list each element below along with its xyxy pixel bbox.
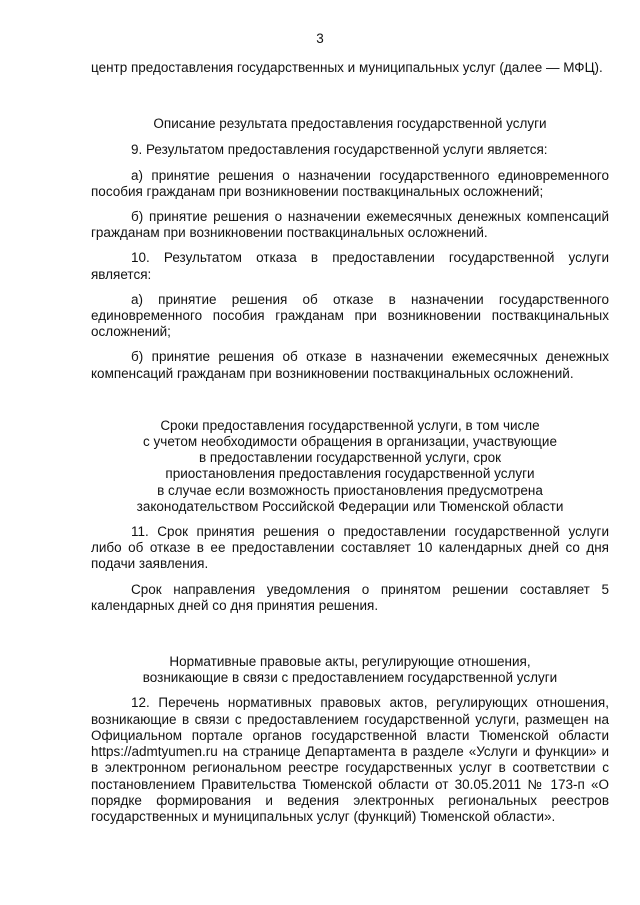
paragraph-12: 12. Перечень нормативных правовых актов, регулирующих отношения, возникающие в связи с предоставлением государственной услуги, размещен на Официальном портале органов государственной власти Тюменской области https://admtyumen.ru на странице Департамента в разделе «Услуги и функции» и в электронном региональном реестре государственных услуг в соответствии с постановлением Правительства Тюменской области от 30.05.2011 № 173-п «О порядке формирования и ведения электронных региональных реестров государственных и муниципальных услуг (функций) Тюменской области». — [91, 695, 609, 824]
paragraph-9a: а) принятие решения о назначении государственного единовременного пособия гражданам при возникновении поствакцинальных осложнений; — [91, 167, 609, 199]
heading-line: возникающие в связи с предоставлением государственной услуги — [142, 670, 558, 686]
document-body — [91, 60, 609, 825]
section-heading-result: Описание результата предоставления государственной услуги — [153, 116, 547, 132]
paragraph-11b: Срок направления уведомления о принятом решении составляет 5 календарных дней со дня принятия решения. — [91, 581, 609, 613]
heading-line: в предоставлении государственной услуги, срок — [198, 450, 502, 466]
heading-line: Нормативные правовые акты, регулирующие отношения, — [169, 654, 531, 670]
heading-line: приостановления предоставления государственной услуги — [165, 466, 535, 482]
paragraph-9b: б) принятие решения о назначении ежемесячных денежных компенсаций гражданам при возникновении поствакцинальных осложнений. — [91, 209, 609, 241]
paragraph-10b: б) принятие решения об отказе в назначении ежемесячных денежных компенсаций гражданам при возникновении поствакцинальных осложнений. — [91, 349, 609, 381]
heading-line: с учетом необходимости обращения в организации, участвующие — [143, 434, 557, 450]
paragraph-10: 10. Результатом отказа в предоставлении государственной услуги является: — [91, 250, 609, 282]
page-number: 3 — [316, 31, 324, 46]
section-heading-legal-acts — [91, 654, 609, 686]
heading-line: Сроки предоставления государственной услуги, в том числе — [160, 417, 540, 433]
lead-paragraph: центр предоставления государственных и муниципальных услуг (далее — МФЦ). — [91, 60, 603, 75]
paragraph-9: 9. Результатом предоставления государственной услуги является: — [131, 142, 548, 158]
section-heading-terms — [91, 418, 609, 515]
heading-line: законодательством Российской Федерации или Тюменской области — [136, 498, 564, 514]
paragraph-10a: а) принятие решения об отказе в назначении государственного единовременного пособия гражданам при возникновении поствакцинальных осложнений; — [91, 291, 609, 340]
paragraph-11: 11. Срок принятия решения о предоставлении государственной услуги либо об отказе в ее предоставлении составляет 10 календарных дней со дня подачи заявления. — [91, 524, 609, 572]
heading-line: в случае если возможность приостановления предусмотрена — [157, 482, 543, 498]
